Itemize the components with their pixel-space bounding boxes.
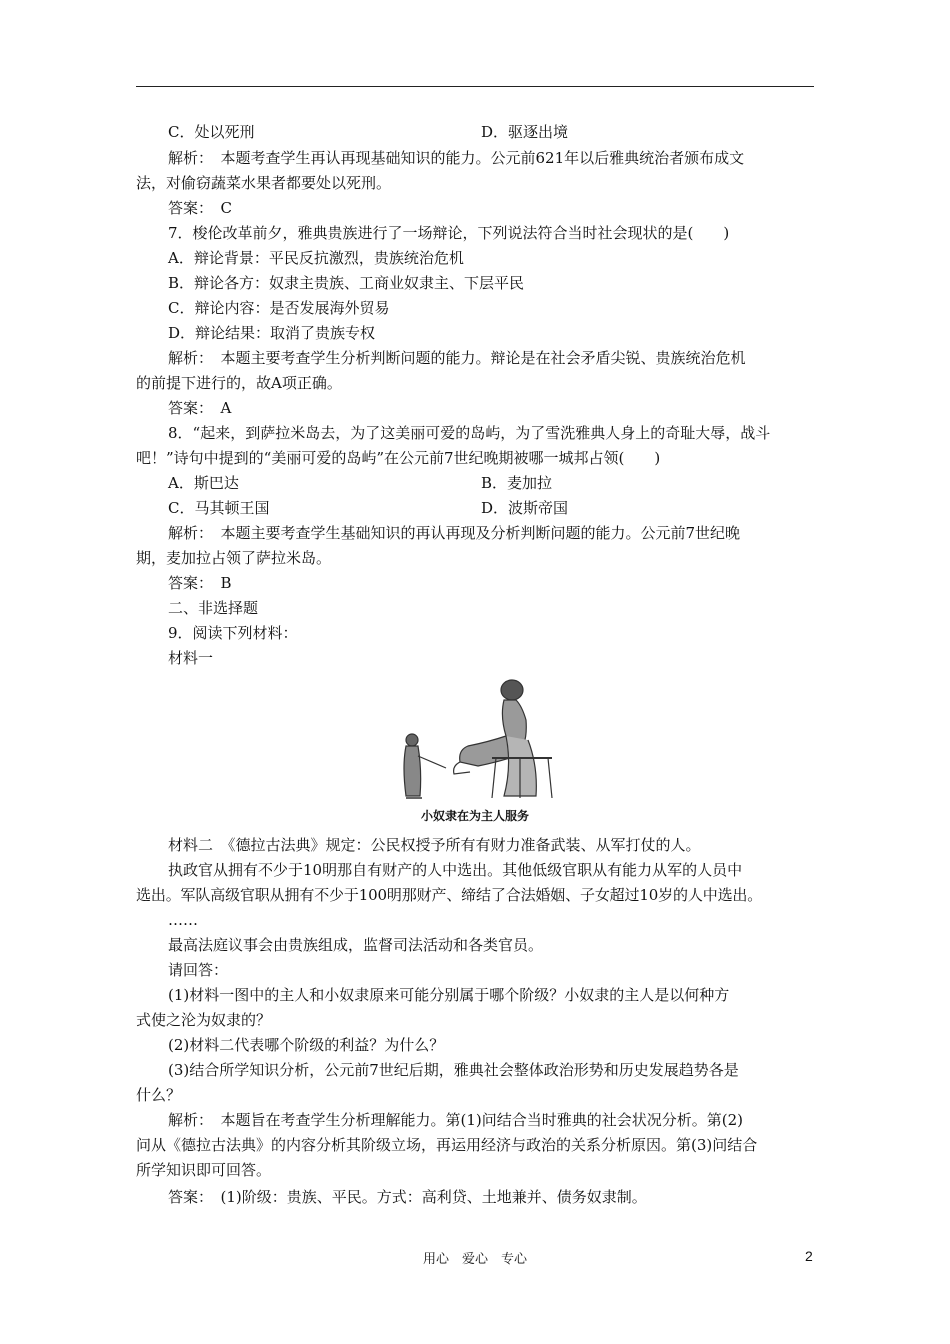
sub-question-1: (1)材料一图中的主人和小奴隶原来可能分别属于哪个阶级？小奴隶的主人是以何种方 xyxy=(168,986,730,1004)
analysis-text: 解析： 本题主要考查学生基础知识的再认再现及分析判断问题的能力。公元前7世纪晚 xyxy=(168,524,741,542)
option-d: D．驱逐出境 xyxy=(481,123,569,141)
option-c: C．马其顿王国 xyxy=(168,499,270,517)
analysis-text: 解析： 本题考查学生再认再现基础知识的能力。公元前621年以后雅典统治者颁布成文 xyxy=(168,149,745,167)
question-9: 9．阅读下列材料： xyxy=(168,624,298,642)
answer-text: 答案： C xyxy=(168,199,232,217)
option-b: B．麦加拉 xyxy=(481,474,553,492)
header-rule xyxy=(136,86,814,87)
analysis-text: 期，麦加拉占领了萨拉米岛。 xyxy=(136,549,332,567)
material-two-text: 执政官从拥有不少于10明那自有财产的人中选出。其他低级官职从有能力从军的人员中 xyxy=(168,861,743,879)
analysis-text: 所学知识即可回答。 xyxy=(136,1161,272,1179)
option-b: B．辩论各方：奴隶主贵族、工商业奴隶主、下层平民 xyxy=(168,274,525,292)
option-c: C．辩论内容：是否发展海外贸易 xyxy=(168,299,390,317)
sub-question-3-cont: 什么？ xyxy=(136,1086,182,1104)
material-two: 材料二 《德拉古法典》规定：公民权授予所有有财力准备武装、从军打仗的人。 xyxy=(168,836,701,854)
option-c: C．处以死刑 xyxy=(168,123,255,141)
prompt-label: 请回答： xyxy=(168,961,229,979)
answer-text: 答案： A xyxy=(168,399,232,417)
footer-motto: 用心 爱心 专心 xyxy=(422,1252,527,1267)
option-d: D．辩论结果：取消了贵族专权 xyxy=(168,324,376,342)
illustration-slave-serving-master xyxy=(388,676,562,802)
ellipsis: …… xyxy=(168,911,198,929)
sub-question-3: (3)结合所学知识分析，公元前7世纪后期，雅典社会整体政治形势和历史发展趋势各是 xyxy=(168,1061,739,1079)
material-two-text: 选出。军队高级官职从拥有不少于100明那财产、缔结了合法婚姻、子女超过10岁的人中选出。 xyxy=(136,886,763,904)
sub-question-2: (2)材料二代表哪个阶级的利益？为什么？ xyxy=(168,1036,445,1054)
material-two-text: 最高法庭议事会由贵族组成，监督司法活动和各类官员。 xyxy=(168,936,544,954)
analysis-text: 解析： 本题主要考查学生分析判断问题的能力。辩论是在社会矛盾尖锐、贵族统治危机 xyxy=(168,349,746,367)
figure-caption: 小奴隶在为主人服务 xyxy=(420,809,529,823)
material-one-label: 材料一 xyxy=(168,649,214,667)
sub-question-1-cont: 式使之沦为奴隶的？ xyxy=(136,1011,272,1029)
section-heading: 二、非选择题 xyxy=(168,599,259,617)
question-8-cont: 吧！”诗句中提到的“美丽可爱的岛屿”在公元前7世纪晚期被哪一城邦占领( ) xyxy=(136,449,661,467)
analysis-text: 问从《德拉古法典》的内容分析其阶级立场，再运用经济与政治的关系分析原因。第(3)问结合 xyxy=(136,1136,758,1154)
question-8: 8．“起来，到萨拉米岛去，为了这美丽可爱的岛屿，为了雪洗雅典人身上的奇耻大辱，战斗 xyxy=(168,424,771,442)
option-a: A．辩论背景：平民反抗激烈，贵族统治危机 xyxy=(168,249,464,267)
option-d: D．波斯帝国 xyxy=(481,499,569,517)
analysis-text: 的前提下进行的，故A项正确。 xyxy=(136,374,342,392)
option-a: A．斯巴达 xyxy=(168,474,239,492)
analysis-text: 解析： 本题旨在考查学生分析理解能力。第(1)问结合当时雅典的社会状况分析。第(2) xyxy=(168,1111,743,1129)
question-7: 7．梭伦改革前夕，雅典贵族进行了一场辩论，下列说法符合当时社会现状的是( ) xyxy=(168,224,730,242)
answer-text: 答案： (1)阶级：贵族、平民。方式：高利贷、土地兼并、债务奴隶制。 xyxy=(168,1188,647,1206)
analysis-text: 法，对偷窃蔬菜水果者都要处以死刑。 xyxy=(136,174,392,192)
page-number: 2 xyxy=(805,1248,813,1264)
answer-text: 答案： B xyxy=(168,574,232,592)
